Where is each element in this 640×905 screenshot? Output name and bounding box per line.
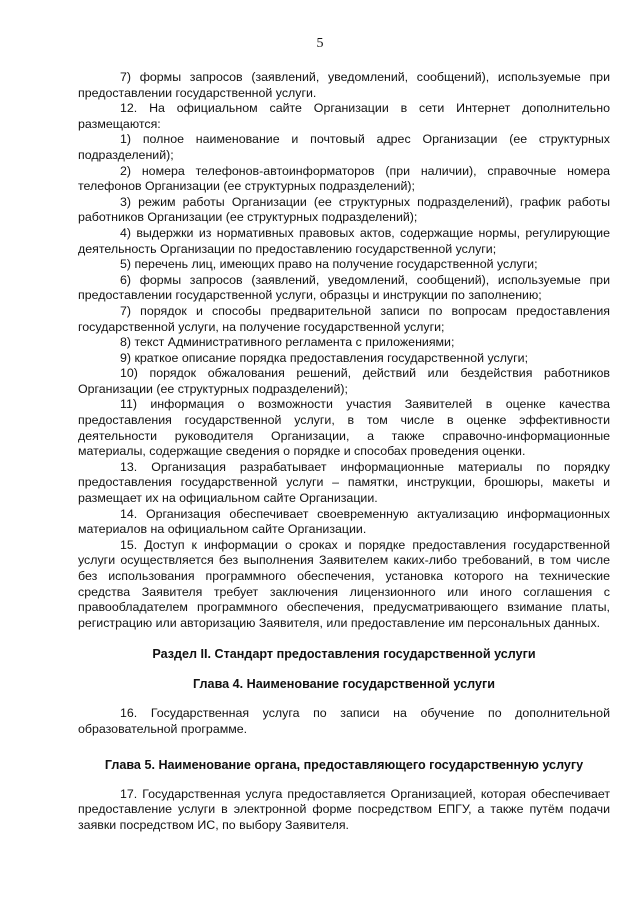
document-body xyxy=(78,70,610,833)
page-number: 5 xyxy=(316,36,324,51)
list-item-8-regulation-text: 8) текст Административного регламента с приложениями; xyxy=(120,335,455,350)
paragraph-17: 17. Государственная услуга предоставляется Организацией, которая обеспечивает предоставление услуги в электронной форме посредством ЕПГУ, а также путём подачи заявки посредством ИС, по выбору Заявителя. xyxy=(78,786,610,832)
list-item-4-legal-acts: 4) выдержки из нормативных правовых актов, содержащие нормы, регулирующие деятельность Организации по предоставлению государственной услуги; xyxy=(78,225,610,256)
list-item-5-eligible-persons: 5) перечень лиц, имеющих право на получение государственной услуги; xyxy=(120,257,538,272)
list-item-6-request-forms: 6) формы запросов (заявлений, уведомлений, сообщений), используемые при предоставлении государственной услуги, образцы и инструкции по заполнению; xyxy=(78,272,610,303)
list-item-1-name-address: 1) полное наименование и почтовый адрес Организации (ее структурных подразделений); xyxy=(78,132,610,162)
paragraph-12: 12. На официальном сайте Организации в сети Интернет дополнительно размещаются: xyxy=(78,101,610,131)
list-item-2-phones: 2) номера телефонов-автоинформаторов (при наличии), справочные номера телефонов Организации (ее структурных подразделений); xyxy=(78,163,610,194)
chapter-5-heading: Глава 5. Наименование органа, предоставляющего государственную услугу xyxy=(104,757,584,772)
list-item-7-forms: 7) формы запросов (заявлений, уведомлений, сообщений), используемые при предоставлении государственной услуги. xyxy=(78,70,610,100)
list-item-10-appeals: 10) порядок обжалования решений, действий или бездействия работников Организации (ее структурных подразделений); xyxy=(78,366,610,396)
paragraph-13: 13. Организация разрабатывает информационные материалы по порядку предоставления государственной услуги – памятки, инструкции, брошюры, макеты и размещает их на официальном сайте Организации. xyxy=(78,459,610,506)
chapter-4-heading: Глава 4. Наименование государственной услуги xyxy=(193,677,495,692)
list-item-11-quality-assessment: 11) информация о возможности участия Заявителей в оценке качества предоставления государственной услуги, в том числе в оценке эффективности деятельности руководителя Организации, а также справочно-информационные материалы, содержащие сведения о порядке и способах проведения оценки. xyxy=(78,397,610,459)
paragraph-14: 14. Организация обеспечивает своевременную актуализацию информационных материалов на официальном сайте Организации. xyxy=(78,506,610,537)
section-heading: Раздел II. Стандарт предоставления государственной услуги xyxy=(152,647,536,662)
paragraph-16: 16. Государственная услуга по записи на обучение по дополнительной образовательной программе. xyxy=(78,706,610,736)
list-item-3-schedule: 3) режим работы Организации (ее структурных подразделений), график работы работников Организации (ее структурных подразделений); xyxy=(78,194,610,225)
paragraph-15: 15. Доступ к информации о сроках и порядке предоставления государственной услуги осуществляется без выполнения Заявителем каких-либо требований, в том числе без использования программного обеспечения, установка которого на технические средства Заявителя требует заключения лицензионного или иного соглашения с правообладателем программного обеспечения, предусматривающего взимание платы, регистрацию или авторизацию Заявителя, или предоставление им персональных данных. xyxy=(78,537,610,630)
list-item-9-procedure-summary: 9) краткое описание порядка предоставления государственной услуги; xyxy=(120,350,529,365)
list-item-7-appointment: 7) порядок и способы предварительной записи по вопросам предоставления государственной услуги, на получение государственной услуги; xyxy=(78,303,610,334)
